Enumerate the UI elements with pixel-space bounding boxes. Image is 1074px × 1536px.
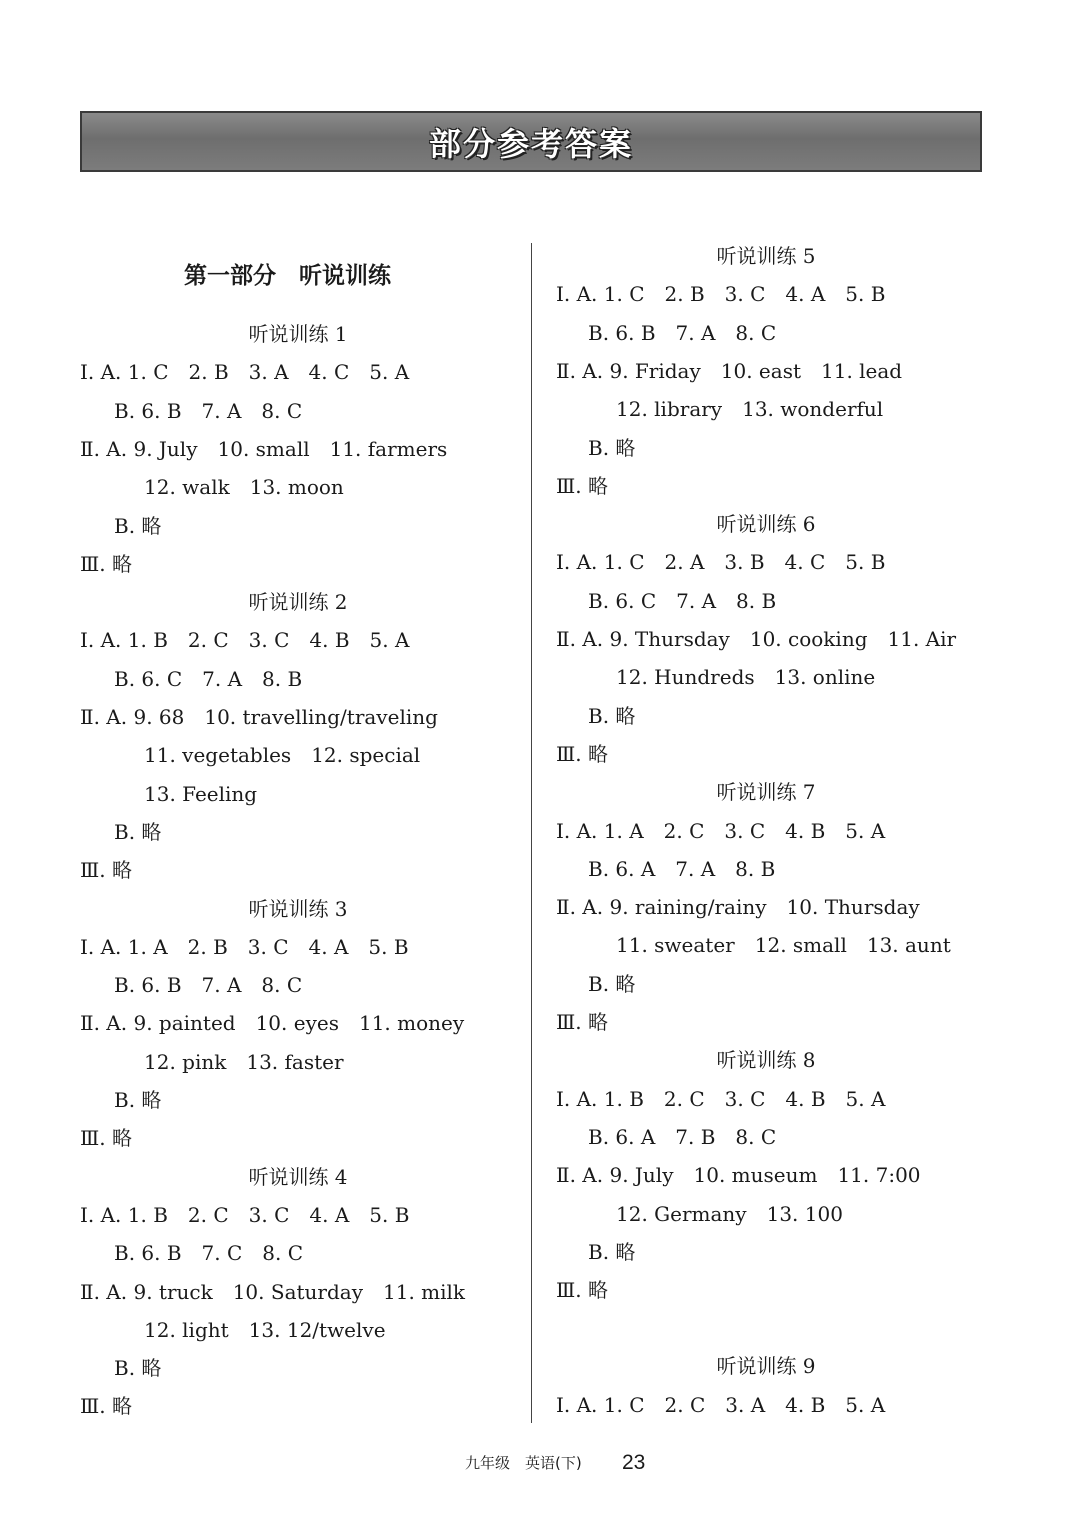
answer-line: B. 略 (114, 819, 162, 844)
header-banner (80, 111, 982, 172)
answer-line: Ⅰ. A. 1. C 2. B 3. C 4. A 5. B (556, 282, 886, 307)
answer-line: 11. vegetables 12. special (144, 743, 421, 768)
answer-line: 12. walk 13. moon (144, 475, 344, 500)
banner-title: 部分参考答案 (428, 124, 633, 163)
answer-line: 12. Germany 13. 100 (616, 1201, 843, 1226)
answer-line: B. 略 (114, 1088, 162, 1112)
answer-line: Ⅱ. A. 9. painted 10. eyes 11. money (80, 1011, 465, 1036)
answer-line: B. 6. B 7. A 8. C (114, 398, 303, 423)
answer-line: Ⅰ. A. 1. C 2. B 3. A 4. C 5. A (80, 360, 410, 385)
section-title: 听说训练 8 (716, 1048, 816, 1073)
answer-line: Ⅰ. A. 1. C 2. A 3. B 4. C 5. B (556, 550, 886, 575)
answer-line: Ⅰ. A. 1. B 2. C 3. C 4. A 5. B (80, 1202, 410, 1227)
answer-line: 12. library 13. wonderful (616, 397, 884, 422)
section-title: 听说训练 7 (716, 780, 816, 805)
answer-line: Ⅱ. A. 9. Friday 10. east 11. lead (556, 358, 903, 383)
answer-line: Ⅲ. 略 (556, 473, 609, 498)
answer-line: B. 略 (588, 703, 636, 728)
section-title: 听说训练 3 (248, 896, 348, 921)
answer-line: Ⅰ. A. 1. C 2. C 3. A 4. B 5. A (556, 1392, 886, 1417)
answer-line: B. 略 (588, 971, 636, 996)
answer-line: B. 6. A 7. B 8. C (588, 1124, 777, 1149)
answer-line: 12. light 13. 12/twelve (144, 1317, 386, 1342)
answer-line: Ⅱ. A. 9. Thursday 10. cooking 11. Air (556, 627, 957, 651)
footer-label: 九年级 英语(下) (465, 1454, 582, 1472)
answer-line: B. 6. B 7. A 8. C (588, 320, 777, 345)
answer-line: B. 略 (588, 435, 636, 460)
answer-line: Ⅱ. A. 9. July 10. small 11. farmers (80, 436, 448, 461)
answer-line: B. 略 (114, 1356, 162, 1381)
answer-line: Ⅱ. A. 9. raining/rainy 10. Thursday (556, 895, 920, 920)
part-title: 第一部分 听说训练 (184, 263, 391, 289)
answer-line: 12. pink 13. faster (144, 1049, 344, 1074)
answer-line: 13. Feeling (144, 781, 258, 806)
section-title: 听说训练 5 (716, 244, 816, 268)
answer-line: Ⅱ. A. 9. 68 10. travelling/traveling (80, 705, 438, 729)
answer-line: Ⅲ. 略 (556, 1010, 609, 1034)
answer-line: Ⅱ. A. 9. July 10. museum 11. 7:00 (556, 1163, 921, 1188)
answer-line: B. 略 (114, 513, 162, 538)
answer-line: Ⅲ. 略 (556, 741, 609, 766)
answer-line: 12. Hundreds 13. online (616, 665, 876, 690)
section-title: 听说训练 9 (716, 1354, 816, 1379)
answer-line: B. 6. C 7. A 8. B (588, 588, 777, 613)
answer-line: Ⅰ. A. 1. A 2. C 3. C 4. B 5. A (556, 818, 886, 843)
answer-line: B. 略 (588, 1239, 636, 1264)
answer-line: Ⅲ. 略 (80, 551, 133, 576)
answer-line: B. 6. C 7. A 8. B (114, 666, 303, 691)
answer-line: Ⅰ. A. 1. B 2. C 3. C 4. B 5. A (80, 628, 410, 653)
answer-line: B. 6. A 7. A 8. B (588, 856, 776, 881)
answer-line: 11. sweater 12. small 13. aunt (616, 933, 951, 958)
column-divider (531, 243, 532, 1423)
answer-line: B. 6. B 7. A 8. C (114, 973, 303, 998)
section-title: 听说训练 4 (248, 1164, 348, 1189)
section-title: 听说训练 2 (248, 590, 348, 615)
answer-line: Ⅰ. A. 1. B 2. C 3. C 4. B 5. A (556, 1086, 886, 1111)
answer-line: Ⅲ. 略 (80, 1394, 133, 1419)
answer-line: Ⅱ. A. 9. truck 10. Saturday 11. milk (80, 1279, 466, 1304)
answer-line: Ⅲ. 略 (556, 1278, 609, 1303)
answer-line: Ⅲ. 略 (80, 1126, 133, 1151)
section-title: 听说训练 1 (248, 322, 348, 346)
answer-line: Ⅰ. A. 1. A 2. B 3. C 4. A 5. B (80, 934, 409, 959)
answer-line: B. 6. B 7. C 8. C (114, 1241, 304, 1266)
page-number: 23 (622, 1451, 646, 1474)
section-title: 听说训练 6 (716, 512, 816, 537)
answer-line: Ⅲ. 略 (80, 858, 133, 883)
